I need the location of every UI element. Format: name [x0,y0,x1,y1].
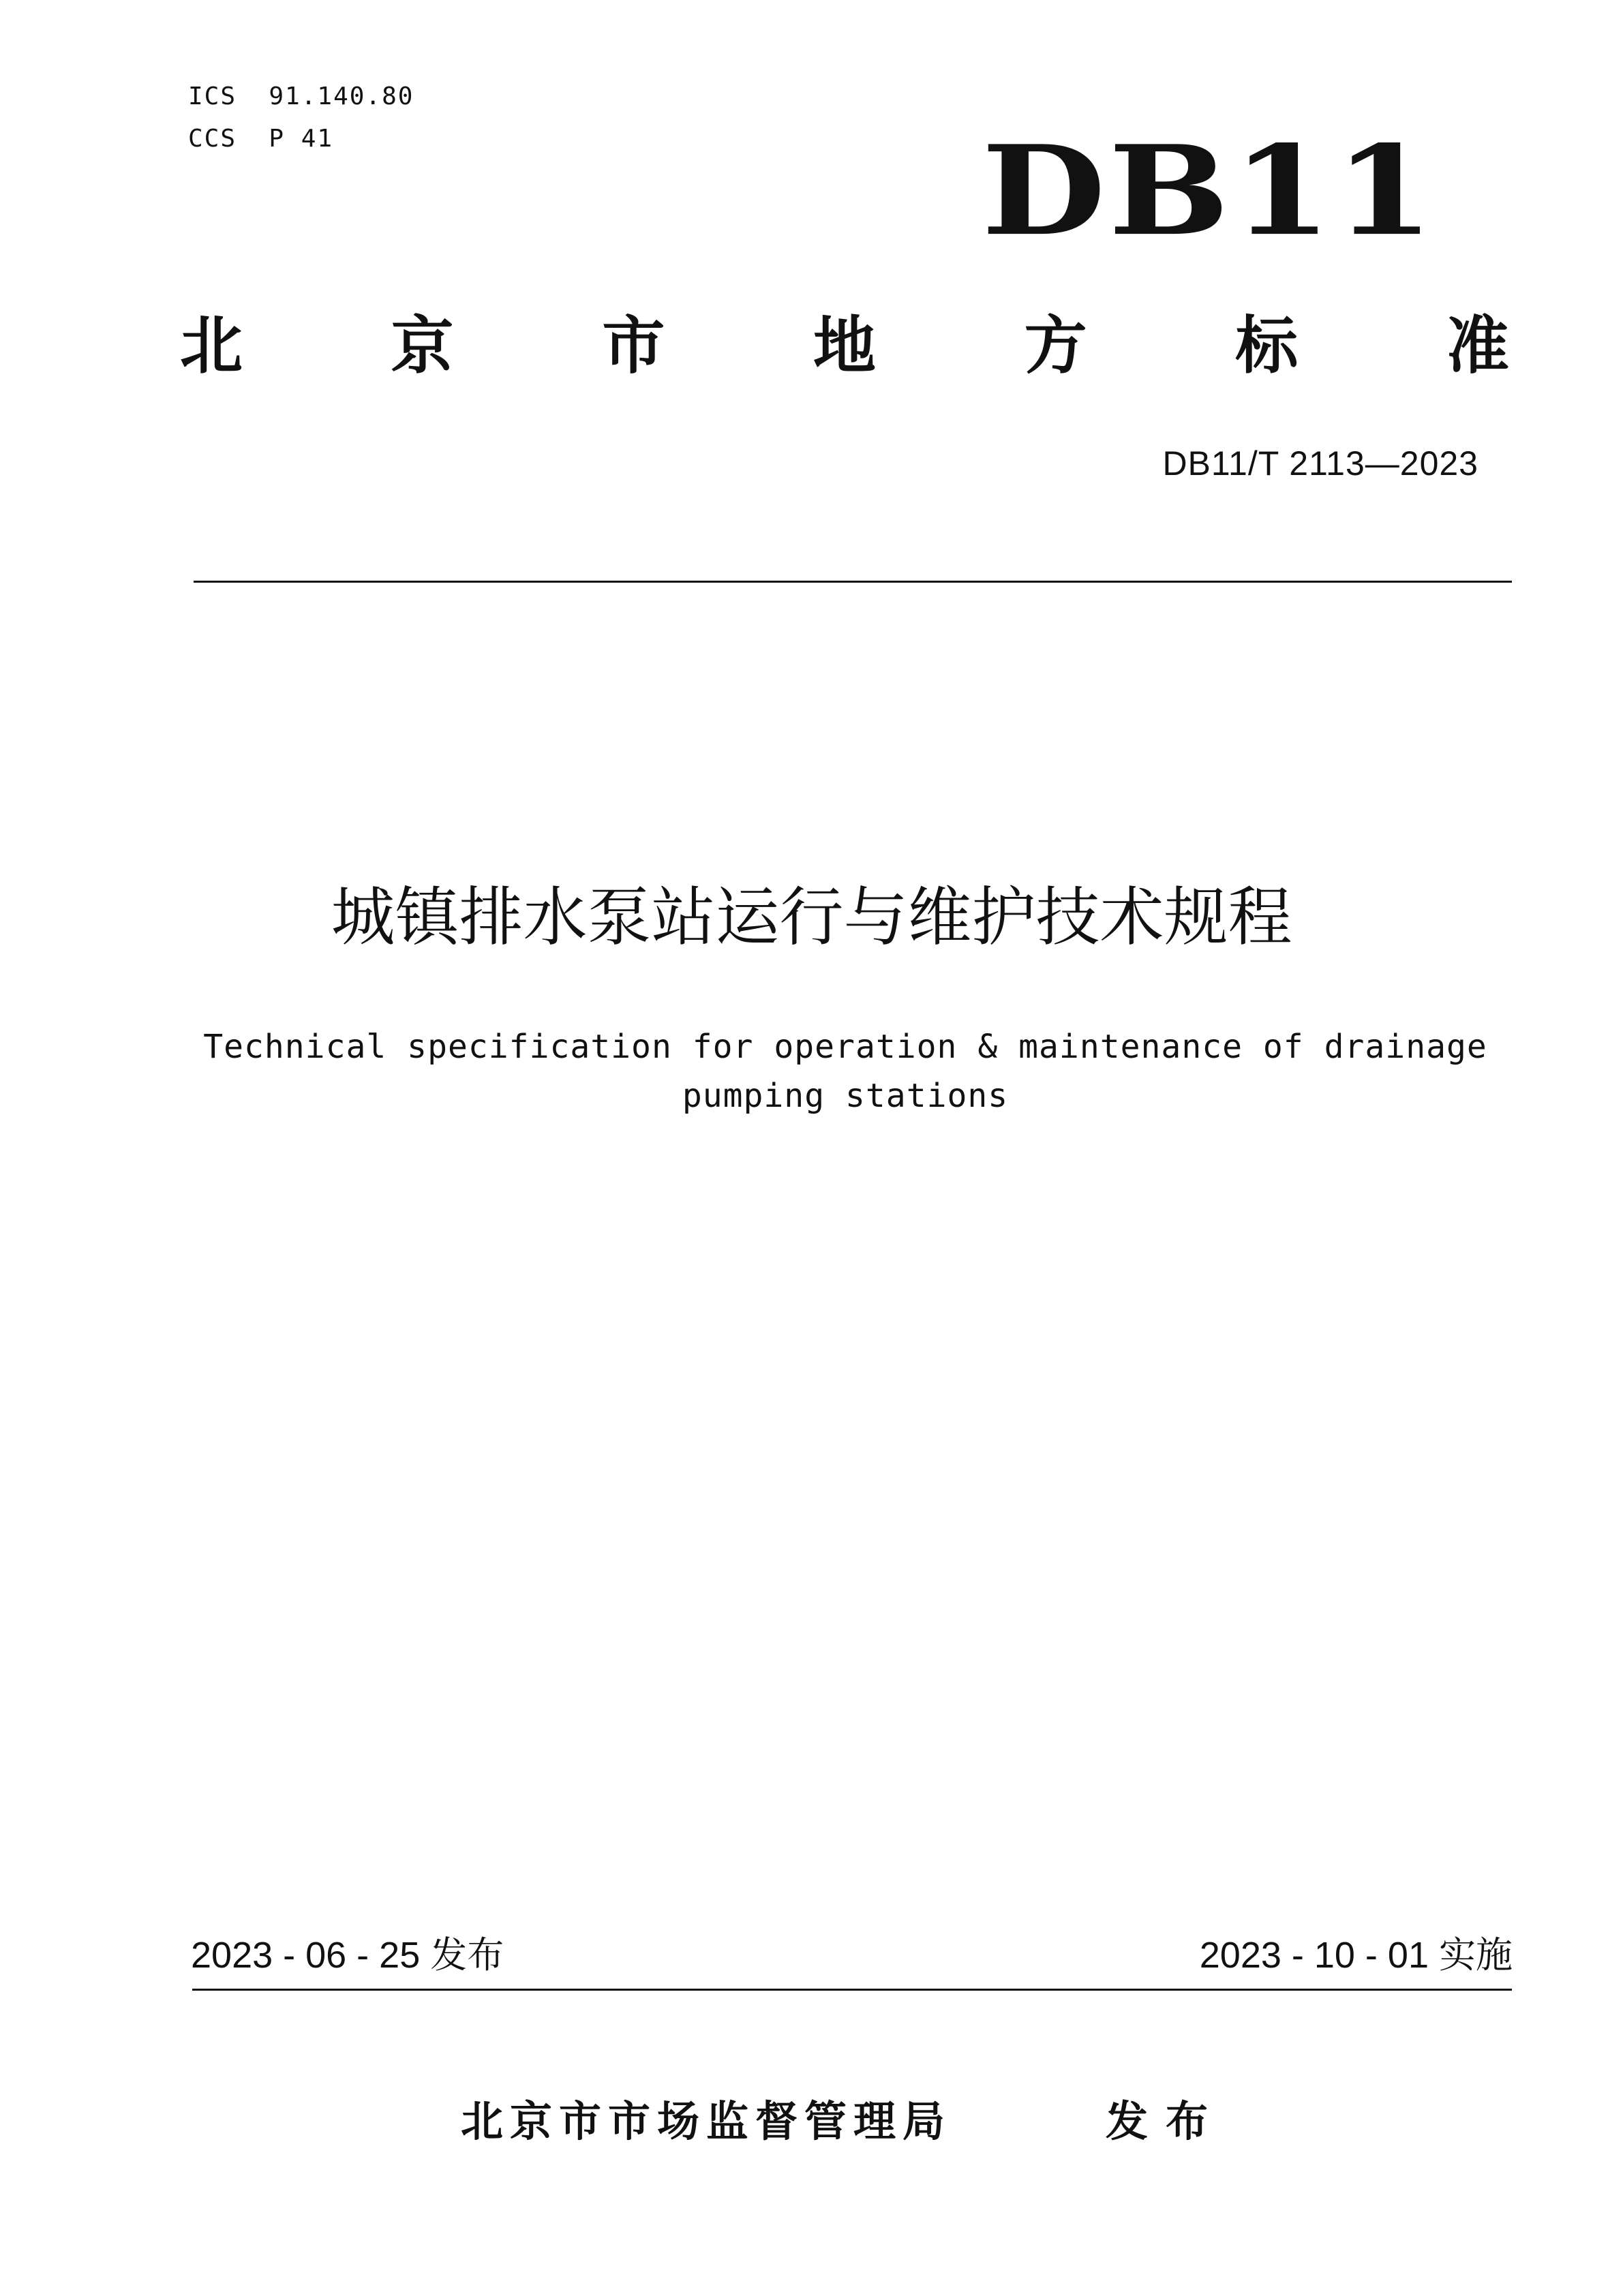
issue-label: 发布 [1106,2096,1226,2146]
top-divider [194,581,1512,583]
standard-number: DB11/T 2113—2023 [1162,444,1478,483]
document-title-en [191,1022,1500,1120]
implementation-date: 2023 - 10 - 01 实施 [1199,1935,1513,1976]
standard-type-char: 京 [391,309,454,382]
ics-code: ICS 91.140.80 [188,82,414,110]
standard-type-char: 北 [180,309,243,382]
standard-type-char: 标 [1235,309,1299,382]
bottom-divider [192,1989,1512,1991]
issuing-authority: 北京市市场监督管理局 [461,2096,952,2146]
standard-type-heading [180,309,1509,382]
standard-type-char: 地 [813,309,876,382]
document-title-cn: 城镇排水泵站运行与维护技术规程 [331,881,1292,955]
standard-type-char: 准 [1446,309,1509,382]
standard-type-char: 方 [1024,309,1087,382]
title-en-line-2: pumping stations [682,1077,1009,1115]
db11-logo: DB11 [982,118,1437,264]
ccs-code: CCS P 41 [188,125,334,153]
title-en-line-1: Technical specification for operation & maintenance of drainage [203,1028,1487,1066]
publish-date: 2023 - 06 - 25 发布 [191,1935,504,1976]
standard-type-char: 市 [602,309,665,382]
